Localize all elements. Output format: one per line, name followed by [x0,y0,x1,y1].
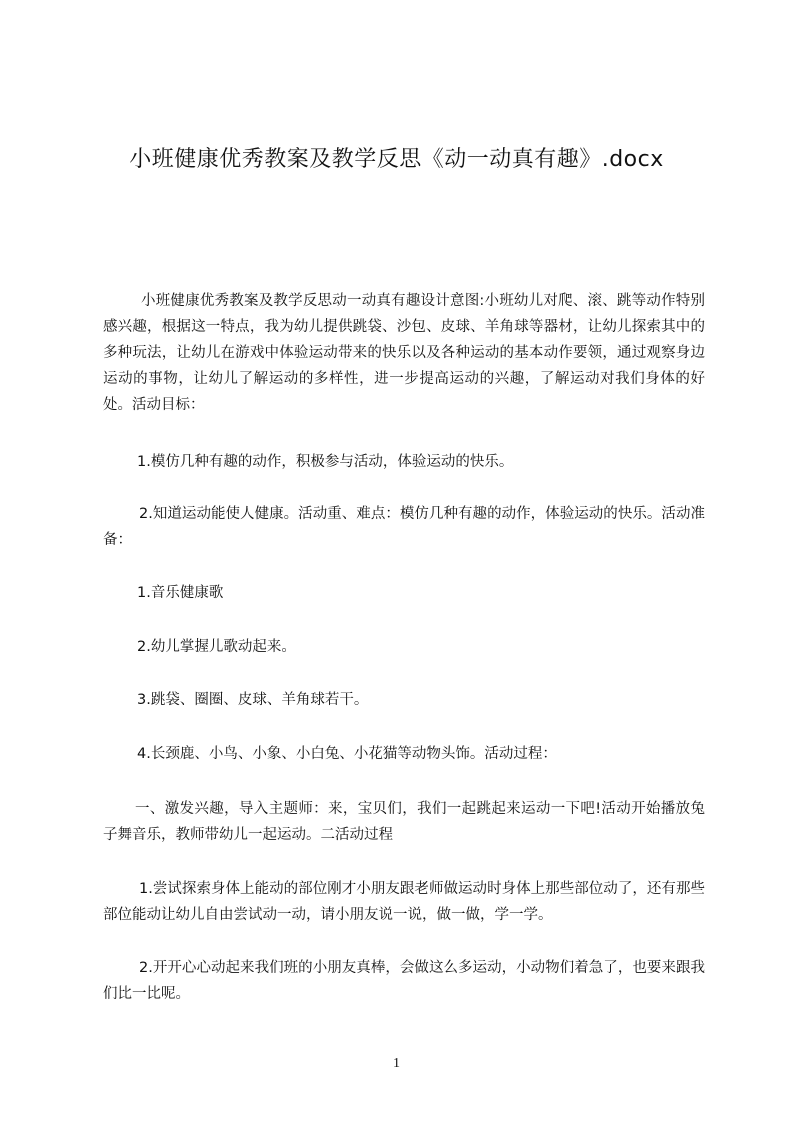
paragraph-process-2: 2.开开心心动起来我们班的小朋友真棒，会做这么多运动，小动物们着急了，也要来跟我们比一比呢。 [103,960,705,1002]
paragraph-prep-4: 4.长颈鹿、小鸟、小象、小白兔、小花猫等动物头饰。活动过程： [137,746,557,762]
paragraph-prep-2: 2.幼儿掌握儿歌动起来。 [137,639,296,655]
paragraph-intro: 小班健康优秀教案及教学反思动一动真有趣设计意图:小班幼儿对爬、滚、跳等动作特别感兴趣，根据这一特点，我为幼儿提供跳袋、沙包、皮球、羊角球等器材，让幼儿探索其中的多种玩法，让幼儿在游戏中体验运动带来的快乐以及各种运动的基本动作要领，通过观察身边运动的事物，让幼儿了解运动的多样性，进一步提高运动的兴趣，了解运动对我们身体的好处。活动目标： [103,293,705,413]
page-number: 1 [393,1056,400,1071]
document-title: 小班健康优秀教案及教学反思《动一动真有趣》.docx [129,147,664,172]
paragraph-goal-1: 1.模仿几种有趣的动作，积极参与活动，体验运动的快乐。 [137,454,514,470]
paragraph-process-intro: 一、激发兴趣，导入主题师：来，宝贝们，我们一起跳起来运动一下吧!活动开始播放兔子舞音乐，教师带幼儿一起运动。二活动过程 [103,801,705,843]
paragraph-prep-1: 1.音乐健康歌 [137,585,224,601]
paragraph-goal-2: 2.知道运动能使人健康。活动重、难点：模仿几种有趣的动作，体验运动的快乐。活动准备： [103,506,705,548]
paragraph-prep-3: 3.跳袋、圈圈、皮球、羊角球若干。 [137,692,369,708]
paragraph-process-1: 1.尝试探索身体上能动的部位刚才小朋友跟老师做运动时身体上那些部位动了，还有那些部位能动让幼儿自由尝试动一动，请小朋友说一说，做一做，学一学。 [103,881,705,923]
